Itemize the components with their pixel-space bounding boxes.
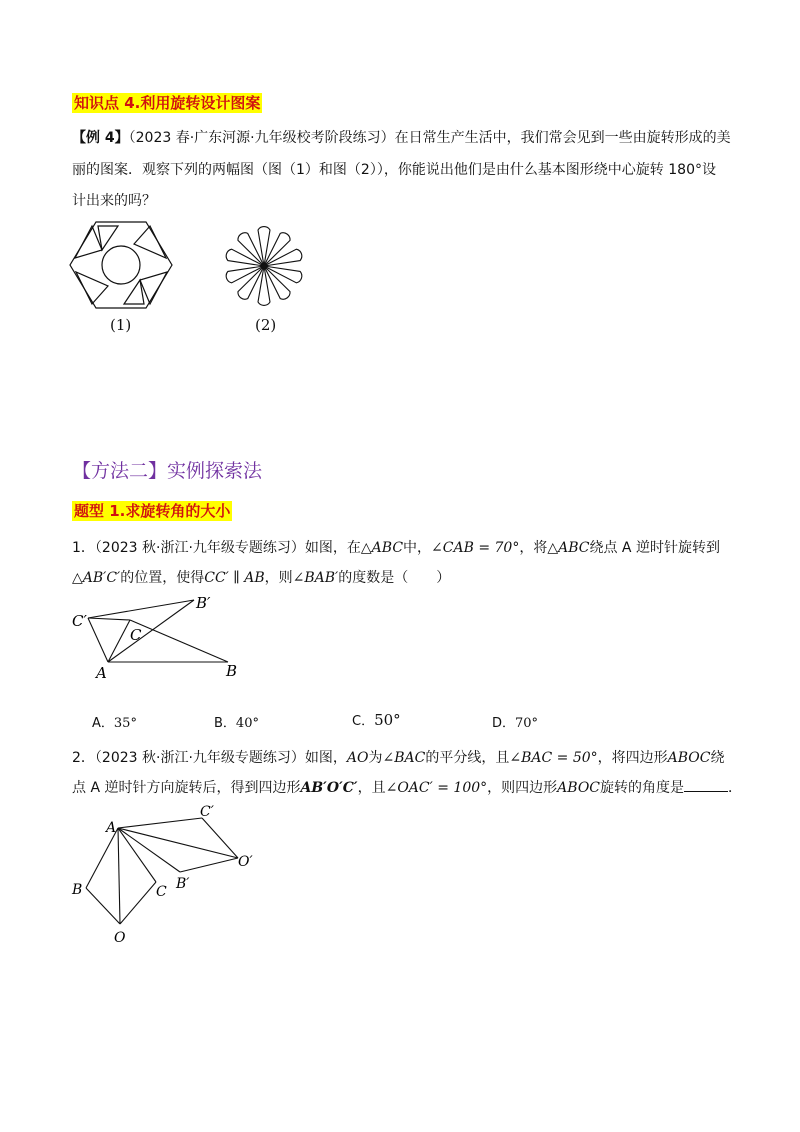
q1-math: ∠BAB′ xyxy=(292,570,339,586)
example-source: （2023 春·广东河源·九年级校考阶段练习） xyxy=(128,130,395,146)
q2-math: ∠OAC′ = 100° xyxy=(385,780,488,796)
q2-label-o: O xyxy=(114,930,126,946)
q1-number: 1． xyxy=(72,540,95,556)
q2-math: ABOC xyxy=(667,750,711,766)
q1-source: （2023 秋·浙江·九年级专题练习） xyxy=(94,540,305,556)
q1-text: 的位置，使得 xyxy=(120,570,205,586)
q1-option-d[interactable] xyxy=(492,712,538,731)
q1-label-c: C xyxy=(130,626,142,644)
q1-label-a: A xyxy=(96,664,107,682)
q1-text: 如图，在 xyxy=(304,540,361,556)
answer-blank[interactable] xyxy=(684,777,728,792)
option-value: 50° xyxy=(374,711,401,729)
flower-petal xyxy=(258,227,270,266)
q2-text: ，则四边形 xyxy=(487,780,558,796)
q1-math: △ABC xyxy=(360,540,404,556)
option-letter: D． xyxy=(492,716,516,731)
q1-option-c[interactable] xyxy=(352,710,401,729)
q2-text: 如图， xyxy=(304,750,347,766)
q2-math: ABOC xyxy=(557,780,601,796)
q1-label-bp: B′ xyxy=(196,594,211,612)
q2-text: ，且 xyxy=(357,780,386,796)
q2-label-a: A xyxy=(106,820,117,836)
section-heading-text: 知识点 4.利用旋转设计图案 xyxy=(74,94,261,112)
q1-math: ∠CAB = 70° xyxy=(431,540,520,556)
option-value: 70° xyxy=(515,716,539,731)
q2-figure xyxy=(66,800,266,950)
q2-number: 2． xyxy=(72,750,95,766)
q1-math: △AB′C′ xyxy=(72,570,121,586)
figure-1-caption: (1) xyxy=(110,316,132,334)
option-value: 40° xyxy=(235,716,259,731)
flower-petal xyxy=(258,266,270,305)
q1-option-b[interactable] xyxy=(214,712,259,731)
example-line-1 xyxy=(72,124,731,153)
section-heading xyxy=(72,92,262,113)
method-heading: 【方法二】实例探索法 xyxy=(72,460,263,482)
option-letter: B． xyxy=(214,716,236,731)
option-letter: C． xyxy=(352,714,375,729)
q2-text: 的平分线，且 xyxy=(425,750,510,766)
q2-line-1 xyxy=(72,744,725,773)
q1-text: 中， xyxy=(403,540,432,556)
q2-label-cp: C′ xyxy=(200,804,214,820)
q1-math: △ABC xyxy=(547,540,590,556)
q1-figure xyxy=(68,590,248,682)
q2-text: 点 A 逆时针方向旋转后，得到四边形 xyxy=(72,780,301,796)
q1-text: 的度数是（ ） xyxy=(338,570,451,586)
q2-text: 绕 xyxy=(710,750,725,766)
q1-text: 绕点 A 逆时针旋转到 xyxy=(589,540,720,556)
topic-heading-text: 题型 1.求旋转角的大小 xyxy=(74,502,231,520)
figure-2-caption: (2) xyxy=(255,316,277,334)
option-letter: A． xyxy=(92,716,114,731)
q2-math: AB′O′C′ xyxy=(300,780,358,796)
q2-label-c: C xyxy=(156,884,167,900)
flower-pattern-figure xyxy=(214,216,314,316)
q2-math: ∠BAC = 50° xyxy=(509,750,598,766)
q2-text: 旋转的角度是 xyxy=(600,780,685,796)
example-line-2: 丽的图案．观察下列的两幅图（图（1）和图（2）），你能说出他们是由什么基本图形绕中心旋转 180°设 xyxy=(72,162,716,178)
q1-line-1 xyxy=(72,534,720,563)
q2-math: ∠BAC xyxy=(382,750,426,766)
flower-center xyxy=(262,264,266,268)
q1-math: CC′ ∥ AB xyxy=(204,570,265,586)
q1-label-cp: C′ xyxy=(72,612,87,630)
q2-label-bp: B′ xyxy=(176,876,190,892)
q2-label-b: B xyxy=(72,882,83,898)
example-text-1: 在日常生产生活中，我们常会见到一些由旋转形成的美 xyxy=(394,130,731,146)
q2-text: ，将四边形 xyxy=(597,750,668,766)
option-value: 35° xyxy=(113,716,137,731)
q2-text: ． xyxy=(728,780,743,796)
q1-text: ，将 xyxy=(519,540,548,556)
q1-option-a[interactable] xyxy=(92,712,137,731)
q2-math: AO xyxy=(346,750,369,766)
example-line-3: 计出来的吗？ xyxy=(72,193,156,209)
q2-line-2 xyxy=(72,774,742,803)
q2-label-op: O′ xyxy=(238,854,253,870)
q1-label-b: B xyxy=(226,662,238,680)
q2-source: （2023 秋·浙江·九年级专题练习） xyxy=(94,750,305,766)
q1-line-2 xyxy=(72,564,450,593)
example-tag: 【例 4】 xyxy=(72,130,129,146)
q1-text: ，则 xyxy=(264,570,293,586)
topic-heading xyxy=(72,500,232,521)
q2-text: 为 xyxy=(368,750,383,766)
hexagon-pattern-figure xyxy=(68,220,174,310)
